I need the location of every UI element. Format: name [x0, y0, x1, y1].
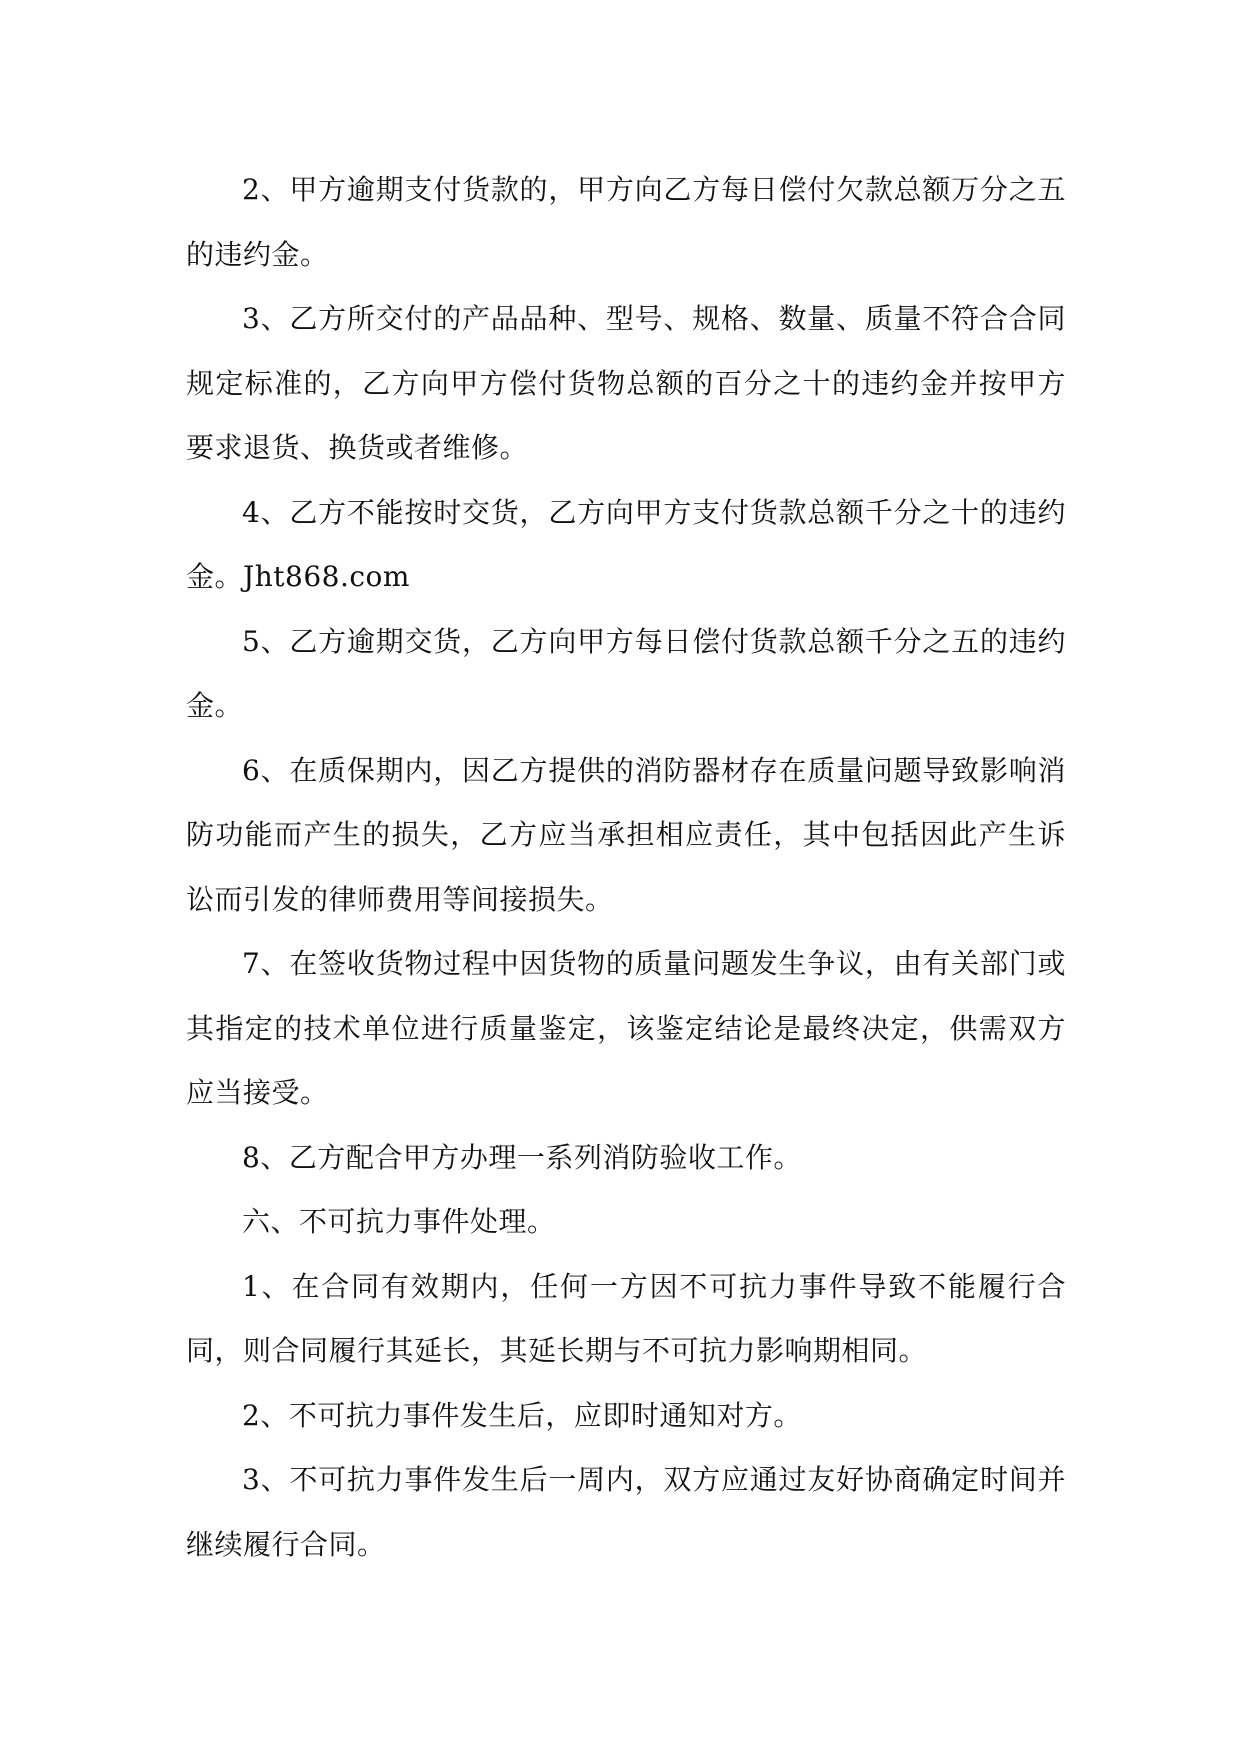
paragraph-penalty-2: 2、甲方逾期支付货款的，甲方向乙方每日偿付欠款总额万分之五的违约金。	[186, 173, 1066, 271]
document-body	[186, 158, 1066, 1577]
paragraph-force-majeure-1: 1、在合同有效期内，任何一方因不可抗力事件导致不能履行合同，则合同履行其延长，其延长期与不可抗力影响期相同。	[186, 1269, 1066, 1367]
paragraph-penalty-8: 8、乙方配合甲方办理一系列消防验收工作。	[242, 1140, 802, 1174]
paragraph-penalty-3: 3、乙方所交付的产品品种、型号、规格、数量、质量不符合合同规定标准的，乙方向甲方偿付货物总额的百分之十的违约金并按甲方要求退货、换货或者维修。	[186, 302, 1066, 464]
section-heading-force-majeure: 六、不可抗力事件处理。	[242, 1205, 556, 1238]
paragraph-penalty-6: 6、在质保期内，因乙方提供的消防器材存在质量问题导致影响消防功能而产生的损失，乙方应当承担相应责任，其中包括因此产生诉讼而引发的律师费用等间接损失。	[186, 753, 1066, 916]
paragraph-penalty-5: 5、乙方逾期交货，乙方向甲方每日偿付货款总额千分之五的违约金。	[186, 624, 1066, 722]
paragraph-penalty-7: 7、在签收货物过程中因货物的质量问题发生争议，由有关部门或其指定的技术单位进行质量鉴定，该鉴定结论是最终决定，供需双方应当接受。	[186, 947, 1066, 1109]
paragraph-force-majeure-2: 2、不可抗力事件发生后，应即时通知对方。	[242, 1398, 802, 1432]
paragraph-penalty-4: 4、乙方不能按时交货，乙方向甲方支付货款总额千分之十的违约金。Jht868.com	[186, 495, 1066, 593]
paragraph-force-majeure-3: 3、不可抗力事件发生后一周内，双方应通过友好协商确定时间并继续履行合同。	[186, 1463, 1066, 1561]
